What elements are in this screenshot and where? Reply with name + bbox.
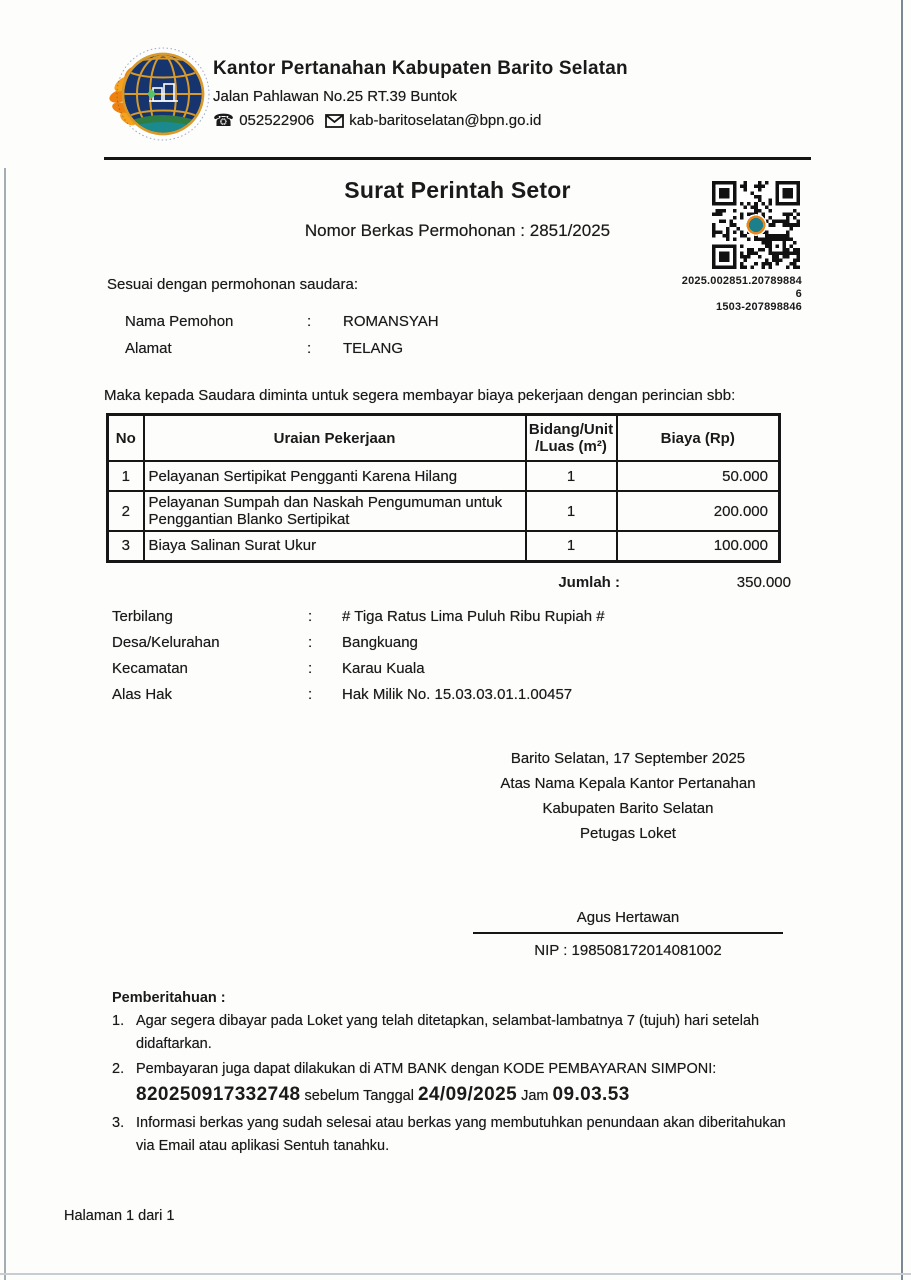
notice-block	[112, 990, 818, 1158]
list-item	[112, 1058, 818, 1110]
detail-row-desa	[112, 634, 732, 660]
field-colon: :	[308, 608, 313, 625]
deadline-time: 09.03.53	[552, 1084, 630, 1105]
cost-table-header-row	[108, 415, 780, 462]
list-item	[112, 1010, 818, 1056]
field-value: Karau Kuala	[342, 660, 425, 677]
list-item-number: 1.	[112, 1013, 125, 1029]
qr-serial-line3: 1503-207898846	[716, 301, 802, 313]
field-value: Bangkuang	[342, 634, 418, 651]
list-item-number: 3.	[112, 1115, 125, 1131]
email-address: kab-baritoselatan@bpn.go.id	[349, 112, 542, 129]
field-colon: :	[308, 686, 313, 703]
total-value: 350.000	[736, 574, 791, 591]
detail-row-kecamatan	[112, 660, 732, 686]
signer-name: Agus Hertawan	[473, 905, 783, 934]
col-header-bidang-line1: Bidang/Unit	[528, 421, 614, 438]
field-label: Kecamatan	[112, 660, 188, 677]
scan-edge-bottom	[0, 1273, 911, 1275]
col-header-bidang	[526, 415, 617, 462]
office-address: Jalan Pahlawan No.25 RT.39 Buntok	[213, 88, 458, 105]
list-item	[112, 1112, 818, 1158]
document-title: Surat Perintah Setor	[344, 177, 571, 203]
detail-row-terbilang	[112, 608, 732, 634]
cell-biaya: 50.000	[617, 461, 780, 491]
signer-nip: NIP : 198508172014081002	[534, 942, 722, 959]
field-colon: :	[308, 634, 313, 651]
cell-no: 1	[108, 461, 144, 491]
office-name: Kantor Pertanahan Kabupaten Barito Selatan	[213, 58, 628, 79]
list-item-text: Informasi berkas yang sudah selesai atau berkas yang membutuhkan penundaan akan diberitahukan via Email atau aplikasi Sentuh tanahku.	[136, 1115, 786, 1154]
field-value: TELANG	[343, 340, 404, 357]
field-value: ROMANSYAH	[343, 313, 439, 330]
list-item-number: 2.	[112, 1061, 125, 1077]
qr-serial-line1: 2025.002851.20789884	[681, 275, 802, 287]
signature-office: Kabupaten Barito Selatan	[542, 800, 714, 817]
notice-deadline-text: sebelum Tanggal	[304, 1088, 414, 1104]
scan-edge-left	[4, 168, 6, 1280]
qr-serial-line2: 6	[795, 288, 802, 300]
col-header-biaya: Biaya (Rp)	[617, 415, 780, 462]
deadline-date: 24/09/2025	[417, 1084, 518, 1105]
detail-row-alas-hak	[112, 686, 732, 712]
table-row	[108, 531, 780, 561]
cell-uraian: Pelayanan Sertipikat Pengganti Karena Hilang	[144, 461, 526, 491]
field-label: Alas Hak	[112, 686, 173, 703]
simponi-payment-code: 820250917332748	[136, 1084, 301, 1105]
field-label: Alamat	[125, 340, 172, 357]
cell-biaya: 100.000	[617, 531, 780, 561]
intro-line: Sesuai dengan permohonan saudara:	[107, 276, 359, 293]
cell-no: 3	[108, 531, 144, 561]
cell-uraian: Biaya Salinan Surat Ukur	[144, 531, 526, 561]
applicant-block	[125, 313, 645, 367]
field-colon: :	[307, 340, 312, 357]
phone-number: 052522906	[239, 112, 315, 129]
details-block	[112, 608, 732, 712]
qr-serial-numbers	[620, 275, 802, 314]
cell-bidang: 1	[526, 491, 617, 531]
cell-no: 2	[108, 491, 144, 531]
field-colon: :	[308, 660, 313, 677]
notice-payment-pre: Pembayaran juga dapat dilakukan di ATM BANK dengan KODE PEMBAYARAN SIMPONI:	[136, 1061, 717, 1077]
field-colon: :	[307, 313, 312, 330]
col-header-uraian: Uraian Pekerjaan	[144, 415, 526, 462]
table-row	[108, 461, 780, 491]
table-row	[108, 491, 780, 531]
col-header-no: No	[108, 415, 144, 462]
phone-icon: ☎	[213, 111, 235, 130]
signature-block	[458, 746, 798, 963]
cell-biaya: 200.000	[617, 491, 780, 531]
cell-bidang: 1	[526, 461, 617, 491]
field-value: # Tiga Ratus Lima Puluh Ribu Rupiah #	[342, 608, 605, 625]
col-header-bidang-line2: /Luas (m²)	[535, 438, 607, 455]
file-number-line: Nomor Berkas Permohonan : 2851/2025	[304, 221, 611, 240]
applicant-row-address	[125, 340, 645, 367]
field-label: Desa/Kelurahan	[112, 634, 220, 651]
notice-heading: Pemberitahuan :	[112, 990, 226, 1006]
list-item-text: Agar segera dibayar pada Loket yang telah ditetapkan, selambat-lambatnya 7 (tujuh) hari setelah didaftarkan.	[136, 1013, 760, 1052]
notice-time-text: Jam	[521, 1088, 549, 1104]
qr-code	[712, 181, 800, 269]
signature-place-date: Barito Selatan, 17 September 2025	[510, 750, 746, 767]
bpn-ministry-logo-icon	[106, 44, 210, 148]
field-value: Hak Milik No. 15.03.03.01.1.00457	[342, 686, 573, 703]
total-label: Jumlah :	[558, 574, 620, 591]
cell-uraian: Pelayanan Sumpah dan Naskah Pengumuman untuk Penggantian Blanko Sertipikat	[144, 491, 526, 531]
cost-table	[106, 413, 781, 563]
page-footer: Halaman 1 dari 1	[64, 1208, 175, 1224]
instruction-line: Maka kepada Saudara diminta untuk segera membayar biaya pekerjaan dengan perincian sbb:	[104, 387, 736, 404]
field-label: Terbilang	[112, 608, 173, 625]
signature-on-behalf: Atas Nama Kepala Kantor Pertanahan	[500, 775, 756, 792]
email-icon	[325, 114, 344, 128]
cell-bidang: 1	[526, 531, 617, 561]
applicant-row-name	[125, 313, 645, 340]
signature-role: Petugas Loket	[580, 825, 676, 842]
letterhead-divider	[104, 157, 811, 160]
field-label: Nama Pemohon	[125, 313, 234, 330]
